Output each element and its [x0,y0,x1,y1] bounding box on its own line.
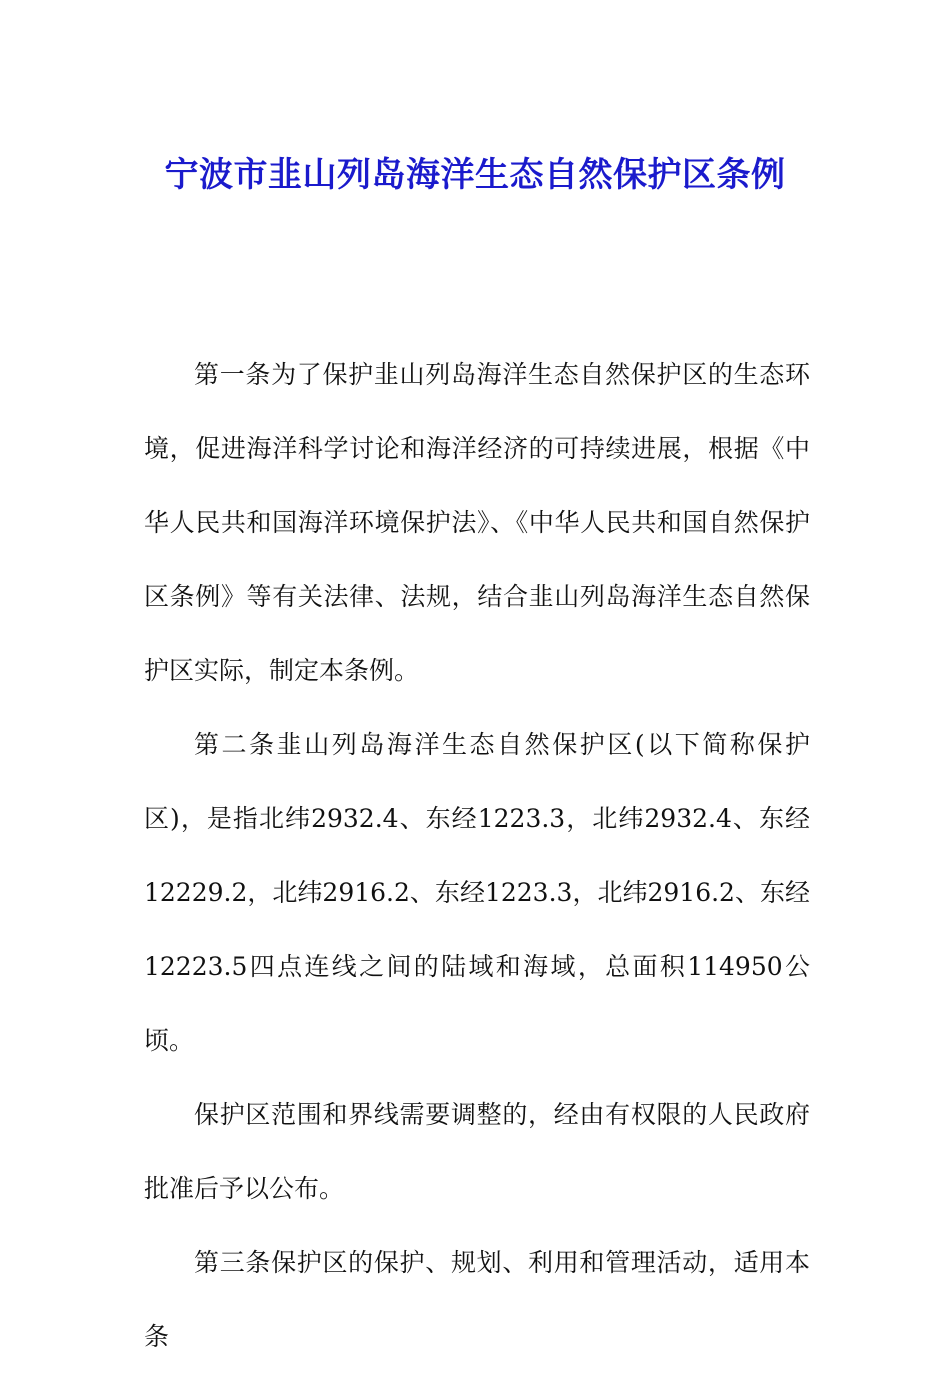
paragraph-article-3: 第三条保护区的保护、规划、利用和管理活动，适用本条 [144,1248,810,1351]
document-body [144,338,810,1374]
paragraph-boundary-adjustment: 保护区范围和界线需要调整的，经由有权限的人民政府批准后予以公布。 [144,1100,810,1203]
paragraph-article-2: 第二条韭山列岛海洋生态自然保护区(以下简称保护区)，是指北纬2932.4、东经1223.3，北纬2932.4、东经12229.2，北纬2916.2、东经1223.3，北纬2916.2、东经12223.5四点连线之间的陆域和海域，总面积114950公顷。 [144,730,810,1055]
paragraph-article-1: 第一条为了保护韭山列岛海洋生态自然保护区的生态环境，促进海洋科学讨论和海洋经济的可持续进展，根据《中华人民共和国海洋环境保护法》、《中华人民共和国自然保护区条例》等有关法律、法规，结合韭山列岛海洋生态自然保护区实际，制定本条例。 [144,360,810,685]
document-title: 宁波市韭山列岛海洋生态自然保护区条例 [164,154,786,195]
